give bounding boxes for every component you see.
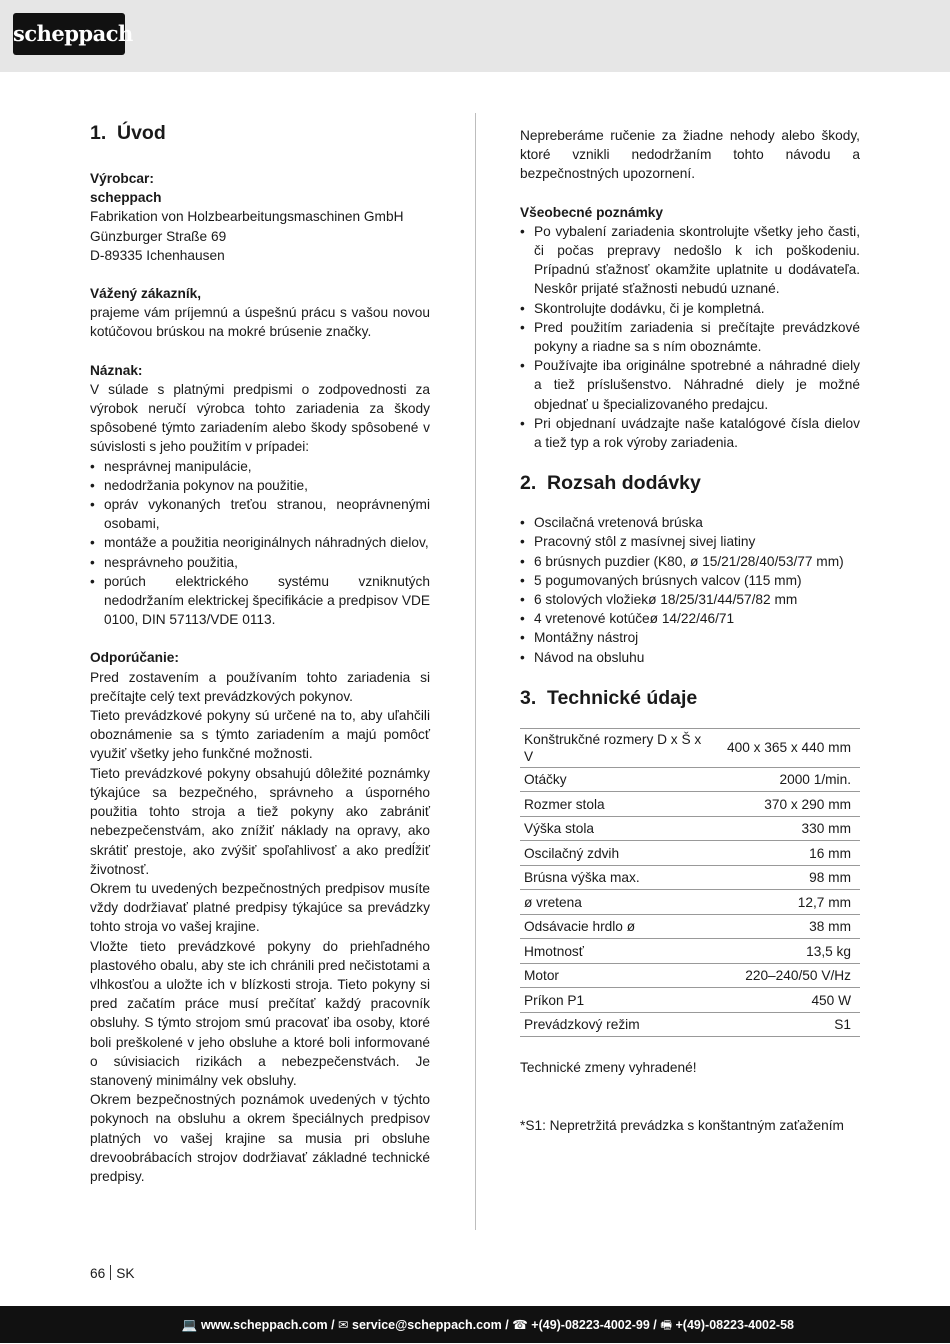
delivery-list (520, 513, 860, 667)
table-row (520, 728, 860, 767)
spec-value: 400 x 365 x 440 mm (708, 728, 860, 767)
list-item: • Pred použitím zariadenia si prečítajte prevádzkové pokyny a riadne sa s ním oboznámte. (520, 318, 860, 356)
spec-value: 330 mm (708, 816, 860, 841)
paragraph: Okrem bezpečnostných poznámok uvedených v týchto pokynoch na obsluhu a okrem špeciálnych predpisov platných vo vašej krajine sa musia pri obsluhe drevoobrábacích strojov dodržiavať základné technické predpisy. (90, 1092, 430, 1184)
intro-text: Nepreberáme ručenie za žiadne nehody alebo škody, ktoré vznikli nedodržaním tohto návodu a bezpečnostných upozornení. (520, 128, 860, 182)
note-text: V súlade s platnými predpismi o zodpovednosti za výrobok neručí výrobca tohto zariadenia za škody spôsobené týmto zariadením alebo škody spôsobené v súvislosti s jeho použitím v prípadei: (90, 381, 430, 455)
table-row (520, 865, 860, 890)
fax-icon: 🖷 (660, 1317, 673, 1332)
spec-key: ø vretena (520, 890, 708, 915)
fax-number: +(49)-08223-4002-58 (675, 1318, 794, 1332)
list-item: • Pracovný stôl z masívnej sivej liatiny (520, 532, 860, 551)
address-line: D-89335 Ichenhausen (90, 247, 225, 263)
paragraph: Vložte tieto prevádzkové pokyny do priehľadného plastového obalu, aby ste ich chránili pred nečistotami a vlhkosťou a uložte ich v blízkosti stroja. Tieto pokyny si pred začatím práce musí prečítať každý pracovník obsluhy. S týmto strojom smú pracovať iba osoby, ktoré boli preškolené v jeho obsluhe a ktoré boli informované o súvisiacich rizikách a nebezpečenstvách. Je stanovený minimálny vek obsluhy. (90, 938, 430, 1088)
website-link[interactable]: www.scheppach.com / (200, 1318, 335, 1332)
spec-value: 2000 1/min. (708, 767, 860, 792)
specs-table (520, 728, 860, 1038)
manufacturer-label: Výrobcar: (90, 171, 154, 186)
column-divider (475, 113, 476, 1230)
note-list (90, 457, 430, 630)
list-item: • Montážny nástroj (520, 628, 860, 647)
list-item: • opráv vykonaných treťou stranou, neoprávnenými osobami, (90, 495, 430, 533)
list-item: • 4 vretenové kotúčeø 14/22/46/71 (520, 609, 860, 628)
list-item: • Skontrolujte dodávku, či je kompletná. (520, 299, 860, 318)
paragraph: Okrem tu uvedených bezpečnostných predpisov musíte vždy dodržiavať platné predpisy týkajúce sa prevádzky tohto stroja vo vašej krajine. (90, 880, 430, 935)
manufacturer-name: scheppach (90, 190, 162, 206)
table-row (520, 890, 860, 915)
table-row (520, 1012, 860, 1037)
phone-icon: ☎ (512, 1317, 528, 1332)
page-separator (110, 1265, 111, 1280)
spec-value: 38 mm (708, 914, 860, 939)
note-label: Náznak: (90, 362, 143, 378)
list-item: • Pri objednaní uvádzajte naše katalógové čísla dielov a tiež typ a rok výroby zariadenia. (520, 414, 860, 452)
customer-text: prajeme vám príjemnú a úspešnú prácu s vašou novou kotúčovou brúskou na mokré brúsenie značky. (90, 305, 430, 340)
table-row (520, 939, 860, 964)
table-row (520, 963, 860, 988)
spec-value: 98 mm (708, 865, 860, 890)
table-row (520, 816, 860, 841)
general-notes-label: Všeobecné poznámky (520, 204, 664, 220)
customer-label: Vážený zákazník, (90, 286, 202, 302)
paragraph: Tieto prevádzkové pokyny sú určené na to, aby uľahčili oboznámenie sa s týmto zariadením a majú pomôcť využiť všetky jeho funkčné možnosti. (90, 708, 430, 762)
list-item: • 6 brúsnych puzdier (K80, ø 15/21/28/40/53/77 mm) (520, 552, 860, 571)
section-number: 3. (520, 686, 537, 709)
spec-key: Hmotnosť (520, 939, 708, 964)
list-item: • Oscilačná vretenová brúska (520, 513, 860, 532)
list-item: • nesprávnej manipulácie, (90, 457, 430, 476)
spec-value: 12,7 mm (708, 890, 860, 915)
right-column (520, 126, 860, 1135)
spec-key: Rozmer stola (520, 792, 708, 817)
page-number: 66 (90, 1266, 106, 1281)
spec-key: Oscilačný zdvih (520, 841, 708, 866)
spec-key: Motor (520, 963, 708, 988)
spec-value: S1 (708, 1012, 860, 1037)
section-3-heading (520, 685, 860, 711)
tech-note: Technické zmeny vyhradené! (520, 1060, 697, 1076)
spec-value: 16 mm (708, 841, 860, 866)
section-number: 1. (90, 122, 107, 144)
list-item: • 5 pogumovaných brúsnych valcov (115 mm) (520, 571, 860, 590)
left-column (90, 120, 430, 1186)
table-row (520, 988, 860, 1013)
phone-number: +(49)-08223-4002-99 / (531, 1318, 657, 1332)
email-link[interactable]: service@scheppach.com / (352, 1318, 509, 1332)
list-item: • 6 stolových vložiekø 18/25/31/44/57/82 mm (520, 590, 860, 609)
spec-key: Odsávacie hrdlo ø (520, 914, 708, 939)
section-1-heading (90, 120, 430, 146)
section-title: Technické údaje (547, 686, 698, 709)
spec-value: 370 x 290 mm (708, 792, 860, 817)
paragraph: Pred zostavením a používaním tohto zariadenia si prečítajte celý text prevádzkových pokynov. (90, 669, 430, 704)
section-2-heading (520, 470, 860, 496)
section-title: Rozsah dodávky (547, 472, 701, 495)
spec-key: Výška stola (520, 816, 708, 841)
paragraph: Tieto prevádzkové pokyny obsahujú dôležité poznámky týkajúce sa bezpečného, správneho a úsporného použitia tohto stroja a tiež pokyny ako zabrániť nebezpečenstvám, ako znížiť náklady na opravy, ako skrátiť prestoje, ako zvýšiť spoľahlivosť a ako predĺžiť životnosť. (90, 765, 430, 877)
table-row (520, 914, 860, 939)
envelope-icon: ✉ (338, 1317, 349, 1332)
spec-key: Brúsna výška max. (520, 865, 708, 890)
spec-value: 450 W (708, 988, 860, 1013)
list-item: • porúch elektrického systému vzniknutých nedodržaním elektrickej špecifikácie a predpisov VDE 0100, DIN 57113/VDE 0113. (90, 572, 430, 630)
spec-key: Prevádzkový režim (520, 1012, 708, 1037)
list-item: • Používajte iba originálne spotrebné a náhradné diely a tiež príslušenstvo. Náhradné diely je možné objednať u špecializovaného predajcu. (520, 356, 860, 414)
list-item: • Po vybalení zariadenia skontrolujte všetky jeho časti, či počas prepravy nedošlo k ich poškodeniu. Prípadnú sťažnosť okamžite uplatnite u dodávateľa. Neskôr prijaté sťažnosti nebudú uznané. (520, 222, 860, 299)
table-row (520, 767, 860, 792)
list-item: • montáže a použitia neoriginálnych náhradných dielov, (90, 533, 430, 552)
header-bar (0, 0, 950, 72)
language-code: SK (116, 1266, 135, 1281)
list-item: • nesprávneho použitia, (90, 553, 430, 572)
address-line: Fabrikation von Holzbearbeitungsmaschinen GmbH (90, 209, 404, 225)
section-number: 2. (520, 472, 537, 495)
list-item: • Návod na obsluhu (520, 648, 860, 667)
s1-note: *S1: Nepretržitá prevádzka s konštantným zaťažením (520, 1117, 844, 1133)
table-row (520, 841, 860, 866)
page-footer (90, 1265, 135, 1281)
scheppach-logo: scheppach (13, 13, 125, 55)
spec-value: 220–240/50 V/Hz (708, 963, 860, 988)
spec-value: 13,5 kg (708, 939, 860, 964)
spec-key: Príkon P1 (520, 988, 708, 1013)
address-line: Günzburger Straße 69 (90, 228, 227, 244)
spec-key: Konštrukčné rozmery D x Š x V (520, 728, 708, 767)
computer-icon: 💻 (181, 1317, 198, 1332)
list-item: • nedodržania pokynov na použitie, (90, 476, 430, 495)
section-title: Úvod (117, 122, 166, 144)
spec-key: Otáčky (520, 767, 708, 792)
general-notes-list (520, 222, 860, 452)
recommend-label: Odporúčanie: (90, 650, 179, 666)
table-row (520, 792, 860, 817)
contact-bar (0, 1306, 950, 1343)
